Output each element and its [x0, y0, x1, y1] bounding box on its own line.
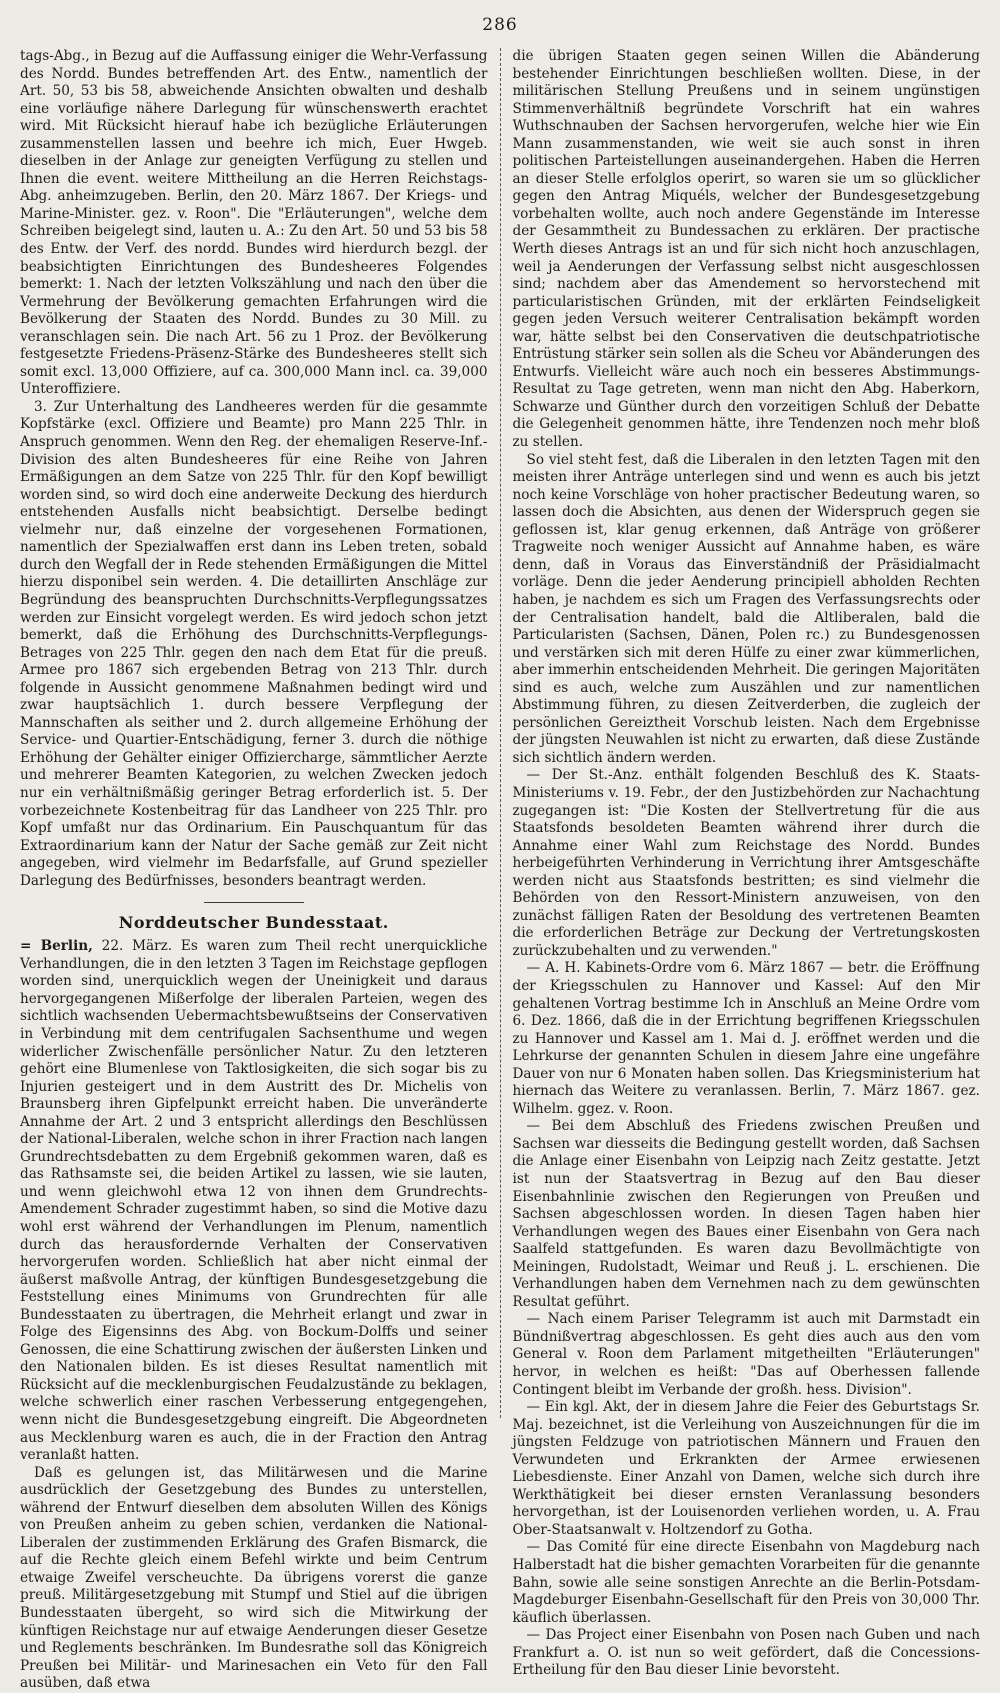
two-column-body	[20, 48, 980, 1692]
right-paragraph-7: — Ein kgl. Akt, der in diesem Jahre die Feier des Geburtstags Sr. Maj. bezeichnet, ist die Verleihung von Auszeichnungen für die im jüngsten Feldzuge von patriotischen Männern und Frauen den Verwundeten und Erkrankten der Armee erwiesenen Liebesdienste. Einer Anzahl von Damen, welche sich durch ihre Werkthätigkeit bei dieser ernsten Veranlassung besonders hervorgethan, ist der Louisenorden verliehen worden, u. A. Frau Ober-Staatsanwalt v. Holtzendorf zu Gotha.	[512, 1399, 980, 1538]
right-paragraph-3: — Der St.-Anz. enthält folgenden Beschluß des K. Staats-Ministeriums v. 19. Febr., der den Justizbehörden zur Nachachtung zugegangen ist: "Die Kosten der Stellvertretung für die aus Staatsfonds besoldeten Beamten während ihrer durch die Annahme einer Wahl zum Reichstage des Nordd. Bundes herbeigeführten Verhinderung in Verrichtung ihrer Amtsgeschäfte werden nicht aus Staatsfonds bestritten; es sind vielmehr die Behörden von den Ressort-Ministern anzuweisen, von den zunächst fälligen Raten der Besoldung des vertretenen Beamten die erforderlichen Beträge zur Deckung der Vertretungskosten zurückzubehalten und zu verwenden."	[512, 767, 980, 959]
right-paragraph-9: — Das Project einer Eisenbahn von Posen nach Guben und nach Frankfurt a. O. ist nun so weit gefördert, daß die Concessions-Ertheilung für den Bau dieser Linie bevorsteht.	[512, 1627, 980, 1679]
left-column	[20, 48, 500, 1693]
left-paragraph-1: tags-Abg., in Bezug auf die Auffassung einiger die Wehr-Verfassung des Nordd. Bundes betreffenden Art. des Entw., namentlich der Art. 50, 53 bis 58, abweichende Ansichten obwalten und deshalb eine vorläufige nähere Darlegung für wünschenswerth erachtet wird. Mit Rücksicht hierauf habe ich bezügliche Erläuterungen zusammenstellen lassen und beehre ich mich, Euer Hwgeb. dieselben in der Anlage zur geneigten Verfügung zu stellen und Ihnen die event. weitere Mittheilung an die Herren Reichstags-Abg. anheimzugeben. Berlin, den 20. März 1867. Der Kriegs- und Marine-Minister. gez. v. Roon". Die "Erläuterungen", welche dem Schreiben beigelegt sind, lauten u. A.: Zu den Art. 50 und 53 bis 58 des Entw. der Verf. des nordd. Bundes wird hierdurch bezgl. der beabsichtigten Einrichtungen des Bundesheeres Folgendes bemerkt: 1. Nach der letzten Volkszählung und nach den über die Vermehrung der Bevölkerung gemachten Erfahrungen wird die Bevölkerung der Staaten des Nordd. Bundes zu 30 Mill. zu veranschlagen sein. Die nach Art. 56 zu 1 Proz. der Bevölkerung festgesetzte Friedens-Präsenz-Stärke des Bundesheeres stellt sich somit excl. 13,000 Offiziere, auf ca. 300,000 Mann incl. ca. 39,000 Unteroffiziere.	[20, 48, 488, 398]
right-column	[501, 48, 981, 1680]
left-paragraph-2: 3. Zur Unterhaltung des Landheeres werden für die gesammte Kopfstärke (excl. Offiziere und Beamte) pro Mann 225 Thlr. in Anspruch genommen. Wenn den Reg. der ehemaligen Reserve-Inf.-Division des alten Bundesheeres für eine Reihe von Jahren Ermäßigungen an dem Satze von 225 Thlr. für den Kopf bewilligt worden sind, so wird doch eine anderweite Deckung des hierdurch entstehenden Ausfalls nicht beabsichtigt. Derselbe bedingt vielmehr nur, daß einzelne der vorgesehenen Formationen, namentlich der Spezialwaffen erst dann ins Leben treten, sobald durch den Wegfall der in Rede stehenden Ermäßigungen die Mittel hierzu disponibel sein werden. 4. Die detaillirten Anschläge zur Begründung des beanspruchten Durchschnitts-Verpflegungssatzes werden zur Einsicht vorgelegt werden. Es wird jedoch schon jetzt bemerkt, daß die Erhöhung des Durchschnitts-Verpflegungs-Betrages von 225 Thlr. gegen den nach dem Etat für die preuß. Armee pro 1867 sich ergebenden Betrag von 213 Thlr. durch folgende in Aussicht genommene Maßnahmen bedingt wird und zwar hauptsächlich 1. durch bessere Verpflegung der Mannschaften als seither und 2. durch allgemeine Erhöhung der Service- und Quartier-Entschädigung, ferner 3. durch die nöthige Erhöhung der Gehälter einiger Offiziercharge, sämmtlicher Aerzte und mehrerer Beamten Kategorien, zu welchen Zwecken jedoch nur ein verhältnißmäßig geringer Betrag erforderlich ist. 5. Der vorbezeichnete Kostenbeitrag für das Landheer von 225 Thlr. pro Kopf umfaßt nur das Ordinarium. Ein Pauschquantum für das Extraordinarium kann der Natur der Sache gemäß zur Zeit nicht angegeben, wird vielmehr im Bedarfsfalle, auf Grund spezieller Darlegung des Bedürfnisses, besonders beantragt werden.	[20, 398, 488, 889]
section-divider	[204, 902, 304, 903]
right-paragraph-6: — Nach einem Pariser Telegramm ist auch mit Darmstadt ein Bündnißvertrag abgeschlossen. Es geht dies auch aus den vom General v. Roon dem Parlament mitgetheilten "Erläuterungen" hervor, in welchen es heißt: "Das auf Oberhessen fallende Contingent bleibt im Verbande der großh. hess. Division".	[512, 1311, 980, 1398]
right-paragraph-5: — Bei dem Abschluß des Friedens zwischen Preußen und Sachsen war diesseits die Bedingung gestellt worden, daß Sachsen die Anlage einer Eisenbahn von Leipzig nach Zeitz gestatte. Jetzt ist nun der Staatsvertrag in Bezug auf den Bau dieser Eisenbahnlinie zwischen den Regierungen von Preußen und Sachsen abgeschlossen worden. In diesen Tagen haben hier Verhandlungen wegen des Baues einer Eisenbahn von Gera nach Saalfeld stattgefunden. Es waren dazu Bevollmächtigte von Meiningen, Rudolstadt, Weimar und Reuß j. L. erschienen. Die Verhandlungen haben dem Vernehmen nach zu dem gewünschten Resultat geführt.	[512, 1118, 980, 1310]
right-paragraph-4: — A. H. Kabinets-Ordre vom 6. März 1867 — betr. die Eröffnung der Kriegsschulen zu Hannover und Kassel: Auf den Mir gehaltenen Vortrag bestimme Ich in Anschluß an Meine Ordre vom 6. Dez. 1866, daß die in der Errichtung begriffenen Kriegsschulen zu Hannover und Kassel am 1. Mai d. J. eröffnet werden und die Lehrkurse der genannten Schulen in diesem Jahre eine ungefähre Dauer von nur 6 Monaten haben sollen. Das Kriegsministerium hat hiernach das Weitere zu veranlassen. Berlin, 7. März 1867. gez. Wilhelm. ggez. v. Roon.	[512, 960, 980, 1117]
dateline: = Berlin,	[20, 938, 93, 955]
berlin-paragraph-2: Daß es gelungen ist, das Militärwesen und die Marine ausdrücklich der Gesetzgebung des Bundes zu unterstellen, während der Entwurf dieselben dem absoluten Willen des Königs von Preußen anheim zu geben schien, verdanken die National-Liberalen der zustimmenden Erklärung des Grafen Bismarck, die auf die Rechte gleich einem Befehl wirkte und beim Centrum etwaige Zweifel verscheuchte. Da übrigens vorerst die ganze preuß. Militärgesetzgebung mit Stumpf und Stiel auf die übrigen Bundesstaaten übergeht, so wird sich die Mitwirkung der künftigen Reichstage nur auf etwaige Aenderungen dieser Gesetze und Reglements beschränken. Im Bundesrathe soll das Königreich Preußen bei Militär- und Marinesachen ein Veto für den Fall ausüben, daß etwa	[20, 1464, 488, 1692]
section-heading: Norddeutscher Bundesstaat.	[118, 913, 389, 933]
right-paragraph-1: die übrigen Staaten gegen seinen Willen die Abänderung bestehender Einrichtungen beschließen wollten. Diese, in der militärischen Stellung Preußens und in seinem ungünstigen Stimmenverhältniß begründete Vorschrift hat ein wahres Wuthschnauben der Sachsen hervorgerufen, welche hier wie Ein Mann zusammenstanden, wie weit sie auch sonst in ihren politischen Parteistellungen auseinandergehen. Haben die Herren an dieser Stelle erfolglos operirt, so waren sie um so glücklicher gegen den Antrag Miquéls, welcher der Bundesgesetzgebung vorbehalten wollte, auch noch andere Gegenstände im Interesse der Gesammtheit zu Bundessachen zu erklären. Der practische Werth dieses Antrags ist an und für sich nicht hoch anzuschlagen, weil ja Aenderungen der Verfassung selbst nicht ausgeschlossen sind; nachdem aber das Amendement so hervorstechend mit particularistischen Gründen, mit der erklärten Feindseligkeit gegen jeden Versuch weiterer Centralisation bekämpft worden war, hätte selbst bei den Conservativen die deutschpatriotische Entrüstung stärker sein sollen als die Scheu vor Abänderungen des Entwurfs. Vielleicht wäre auch noch ein besseres Abstimmungs-Resultat zu Tage getreten, wenn man nicht den Abg. Haberkorn, Schwarze und Günther durch den vorzeitigen Schluß der Debatte die Gelegenheit genommen hätte, ihre Tendenzen noch mehr bloß zu stellen.	[512, 48, 980, 451]
right-paragraph-8: — Das Comité für eine directe Eisenbahn von Magdeburg nach Halberstadt hat die bisher gemachten Vorarbeiten für die genannte Bahn, sowie alle seine sonstigen Anrechte an die Berlin-Potsdam-Magdeburger Eisenbahn-Gesellschaft für den Preis von 30,000 Thr. käuflich überlassen.	[512, 1539, 980, 1626]
page-number: 286	[482, 15, 518, 35]
right-paragraph-2: So viel steht fest, daß die Liberalen in den letzten Tagen mit den meisten ihrer Anträge unterlegen sind und wenn es auch bis jetzt noch keine Vorschläge von hoher practischer Bedeutung waren, so lassen doch die Absichten, aus denen der Widerspruch gegen sie geflossen ist, klar genug erkennen, daß Anträge von größerer Tragweite noch weniger Aussicht auf Annahme haben, es wäre denn, daß in Voraus das Einverständniß der Präsidialmacht vorläge. Denn die jeder Aenderung principiell abholden Rechten haben, je nachdem es sich um Fragen des Verfassungsrechts oder der Centralisation handelt, bald die Altliberalen, bald die Particularisten (Sachsen, Dänen, Polen rc.) zu Bundesgenossen und verstärken sich mit deren Hülfe zu einer zwar kümmerlichen, aber immerhin entscheidenden Mehrheit. Die geringen Majoritäten sind es auch, welche zum Auszählen und zur namentlichen Abstimmung führen, zu diesen Zeitverderben, die zugleich der persönlichen Gereiztheit Vorschub leisten. Nach dem Ergebnisse der jüngsten Neuwahlen ist nicht zu erwarten, daß diese Zustände sich sichtlich ändern werden.	[512, 451, 980, 766]
berlin-paragraph-1	[20, 938, 488, 1464]
berlin-paragraph-1-text: 22. März. Es waren zum Theil recht unerquickliche Verhandlungen, die in den letzten 3 Tagen im Reichstage gepflogen worden sind, unerquicklich wegen der Uneinigkeit und daraus hervorgegangenen Mißerfolge der liberalen Parteien, wegen des sichtlich wachsenden Uebermachtsbewußtseins der Conservativen in Verbindung mit dem centrifugalen Sachsenthume und wegen widerlicher Zwischenfälle persönlicher Natur. Zu den letzteren gehört eine Blumenlese von Taktlosigkeiten, die sich sogar bis zu Injurien gesteigert und in dem Austritt des Dr. Michelis von Braunsberg ihren Gipfelpunkt erreicht haben. Die unveränderte Annahme der Art. 2 und 3 entspricht allerdings den Beschlüssen der National-Liberalen, welche schon in ihrer Fraction nach langen Grundrechtsdebatten zu dem Ergebniß gekommen waren, daß es das Rathsamste sei, die beiden Artikel zu lassen, wie sie lauten, und wenn gleichwohl etwa 12 von ihnen dem Grundrechts-Amendement Schrader zugestimmt haben, so sind die Motive dazu wohl erst während der Verhandlungen im Plenum, namentlich durch das herausfordernde Verhalten der Conservativen hervorgerufen worden. Schließlich hat aber nicht einmal der äußerst maßvolle Antrag, der künftigen Bundesgesetzgebung die Feststellung eines Minimums von Grundrechten für alle Bundesstaaten zu übertragen, die Mehrheit erlangt und zwar in Folge des Eigensinns des Abg. von Bockum-Dolffs und seiner Genossen, die eine Schattirung zwischen der äußersten Linken und den Nationalen bilden. Es ist dieses Resultat namentlich mit Rücksicht auf die mecklenburgischen Feudalzustände zu beklagen, welche schwerlich einer raschen Verbesserung entgegengehen, wenn nicht die Bundesgesetzgebung eingreift. Die Abgeordneten aus Mecklenburg waren es auch, die in der Fraction den Antrag veranlaßt hatten.	[20, 938, 488, 1464]
